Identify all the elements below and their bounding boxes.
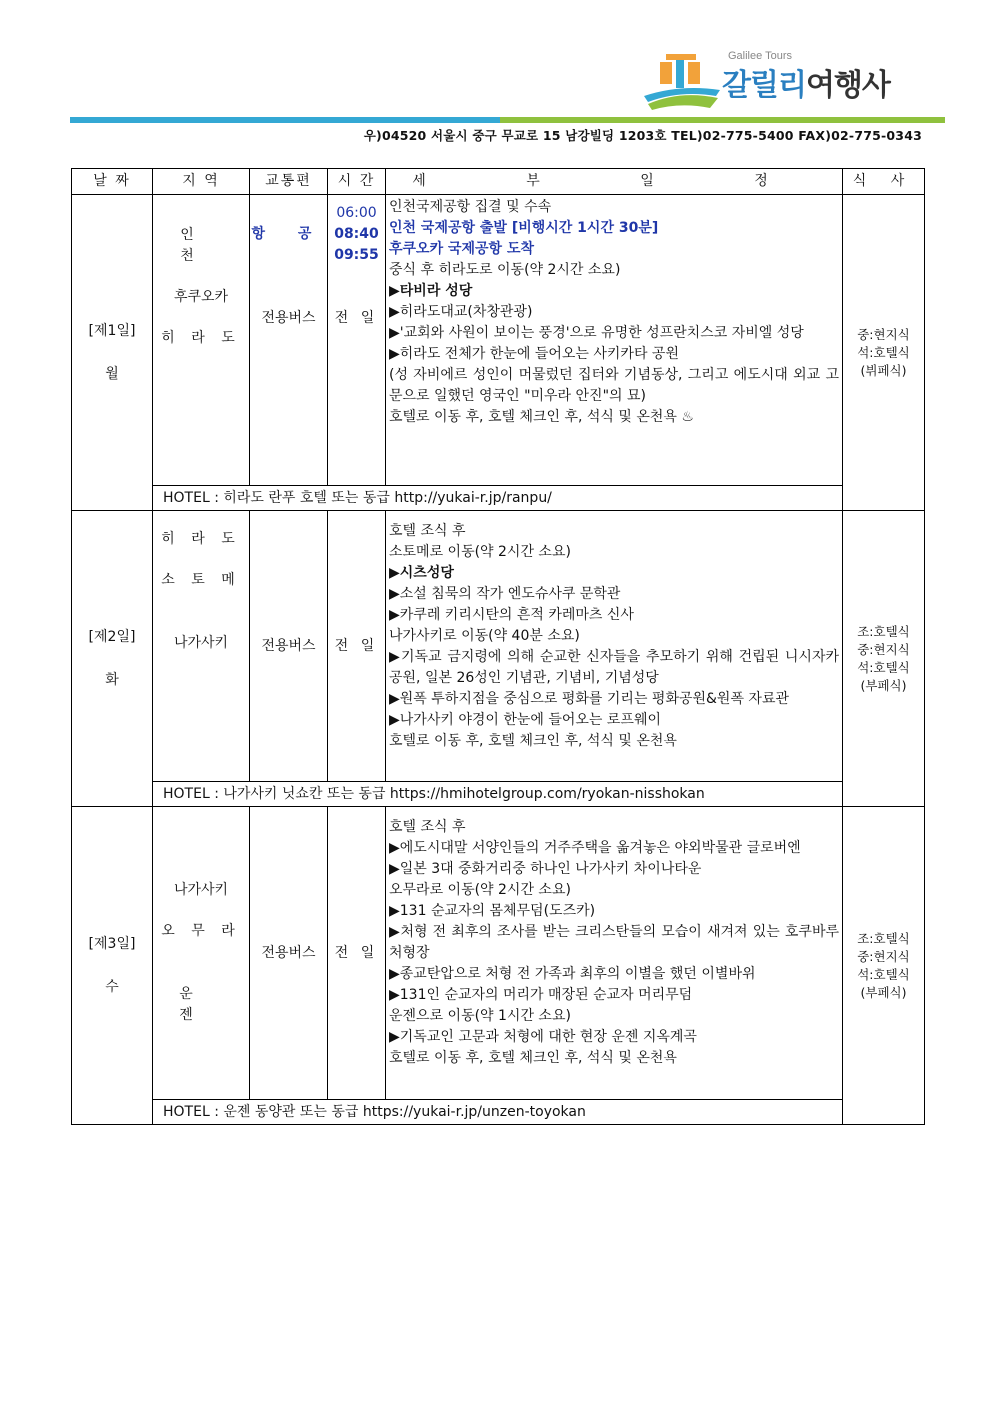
transport-cell (250, 807, 328, 1100)
schedule-line: ▶히라도대교(차창관광) (389, 304, 533, 320)
region-cell (153, 511, 250, 782)
schedule-line: 호텔 조식 후 (389, 819, 466, 835)
region-cell (153, 807, 250, 1100)
schedule-line: ▶에도시대말 서양인들의 거주주택을 옮겨놓은 야외박물관 글로버엔 (389, 840, 801, 856)
day-cell (72, 511, 153, 807)
time-label: 전 일 (334, 637, 379, 654)
region-label: 후쿠오카 (173, 289, 229, 305)
day-cell (72, 195, 153, 511)
transport-label: 전용버스 (261, 944, 316, 961)
hotel-row (72, 486, 925, 511)
region-label: 오 무 라 (161, 923, 241, 939)
transport-label: 항 공 (251, 226, 326, 242)
hotel-row (72, 782, 925, 807)
day-row (72, 195, 925, 486)
detail-cell (386, 807, 843, 1100)
schedule-line: ▶'교회와 사원이 보이는 풍경'으로 유명한 성프란치스코 자비엘 성당 (389, 325, 804, 341)
hotel-info: HOTEL : 히라도 란푸 호텔 또는 동급 http://yukai-r.jp/ranpu/ (153, 486, 843, 511)
time-cell (328, 807, 386, 1100)
schedule-line: 호텔로 이동 후, 호텔 체크인 후, 석식 및 온천욕 (389, 1050, 677, 1066)
meal-label: (뷔페식) (860, 362, 907, 378)
logo-mark-icon (640, 46, 722, 112)
time-label: 06:00 (336, 205, 377, 221)
time-label: 전 일 (334, 310, 379, 326)
day-cell (72, 807, 153, 1125)
header-color-band (70, 117, 945, 123)
detail-cell (386, 195, 843, 486)
region-label: 히 라 도 (161, 531, 241, 547)
schedule-line: 호텔로 이동 후, 호텔 체크인 후, 석식 및 온천욕 ♨ (389, 409, 694, 425)
meal-label: 중:현지식 (857, 641, 910, 657)
schedule-line: 나가사키로 이동(약 40분 소요) (389, 628, 580, 644)
schedule-line: 호텔로 이동 후, 호텔 체크인 후, 석식 및 온천욕 (389, 733, 677, 749)
header-meal: 식 사 (843, 169, 925, 195)
time-cell (328, 511, 386, 782)
meal-label: 조:호텔식 (857, 623, 910, 639)
schedule-line: ▶기독교 금지령에 의해 순교한 신자들을 추모하기 위해 건립된 니시자카 공원, 일본 26성인 기념관, 기념비, 기념성당 (389, 649, 839, 686)
hotel-info: HOTEL : 나가사키 닛쇼칸 또는 동급 https://hmihotelgroup.com/ryokan-nisshokan (153, 782, 843, 807)
hotel-info: HOTEL : 운젠 동양관 또는 동급 https://yukai-r.jp/unzen-toyokan (153, 1100, 843, 1125)
meal-label: 중:현지식 (857, 948, 910, 964)
schedule-line: ▶131 순교자의 몸체무덤(도즈카) (389, 903, 596, 919)
schedule-line: ▶기독교인 고문과 처형에 대한 현장 운젠 지옥계곡 (389, 1029, 697, 1045)
day-label: [제3일] (88, 935, 136, 952)
schedule-line: 오무라로 이동(약 2시간 소요) (389, 882, 571, 898)
company-logo (640, 44, 940, 114)
transport-label: 전용버스 (261, 637, 316, 654)
schedule-line: ▶시츠성당 (389, 565, 454, 581)
schedule-line: ▶원폭 투하지점을 중심으로 평화를 기리는 평화공원&원폭 자료관 (389, 691, 790, 707)
schedule-line: ▶일본 3대 중화거리중 하나인 나가사키 차이나타운 (389, 861, 702, 877)
header-time: 시 간 (328, 169, 386, 195)
meal-label: 석:호텔식 (857, 344, 910, 360)
schedule-line: ▶타비라 성당 (389, 283, 473, 299)
meal-label: 석:호텔식 (857, 659, 910, 675)
brand-subtitle: Galilee Tours (728, 50, 792, 62)
day-row (72, 807, 925, 1100)
schedule-line: ▶히라도 전체가 한눈에 들어오는 사키카타 공원 (389, 346, 679, 362)
company-address: 우)04520 서울시 중구 무교로 15 남강빌딩 1203호 TEL)02-775-5400 FAX)02-775-0343 (363, 128, 922, 143)
schedule-line: 인천 국제공항 출발 [비행시간 1시간 30분] (389, 220, 659, 236)
detail-cell (386, 511, 843, 782)
header-detail: 세 부 일 정 (386, 169, 843, 195)
meal-label: 석:호텔식 (857, 966, 910, 982)
day-label: [제1일] (88, 322, 136, 339)
weekday-label: 수 (105, 978, 119, 995)
time-label: 09:55 (334, 247, 379, 263)
time-label: 전 일 (334, 944, 379, 961)
schedule-line: ▶처형 전 최후의 조사를 받는 크리스탄들의 모습이 새겨져 있는 호쿠바루 처형장 (389, 924, 839, 961)
schedule-line: 운젠으로 이동(약 1시간 소요) (389, 1008, 571, 1024)
region-label: 나가사키 (173, 882, 229, 898)
region-label: 히 라 도 (161, 330, 241, 346)
schedule-line: ▶종교탄압으로 처형 전 가족과 최후의 이별을 했던 이별바위 (389, 966, 756, 982)
schedule-line: ▶카쿠레 키리시탄의 흔적 카레마츠 신사 (389, 607, 634, 623)
meal-label: 조:호텔식 (857, 930, 910, 946)
header-transport: 교통편 (250, 169, 328, 195)
schedule-line: 호텔 조식 후 (389, 523, 466, 539)
transport-label: 전용버스 (261, 310, 316, 326)
meal-cell (843, 511, 925, 807)
schedule-line: 인천국제공항 집결 및 수속 (389, 199, 552, 215)
itinerary-table (71, 168, 925, 1125)
time-cell (328, 195, 386, 486)
schedule-line: ▶소설 침묵의 작가 엔도슈사쿠 문학관 (389, 586, 621, 602)
transport-cell (250, 195, 328, 486)
day-label: [제2일] (88, 628, 136, 645)
meal-label: 중:현지식 (857, 326, 910, 342)
header-date: 날 짜 (72, 169, 153, 195)
schedule-line: (성 자비에르 성인이 머물렀던 집터와 기념동상, 그리고 에도시대 외교 고문으로 일했던 영국인 "미우라 안진"의 묘) (389, 367, 839, 404)
meal-cell (843, 807, 925, 1125)
region-label: 나가사키 (173, 635, 229, 651)
hotel-row (72, 1100, 925, 1125)
schedule-line: 중식 후 히라도로 이동(약 2시간 소요) (389, 262, 621, 278)
region-label: 소 토 메 (161, 572, 241, 588)
brand-name: 갈릴리여행사 (722, 68, 890, 103)
header-region: 지 역 (153, 169, 250, 195)
meal-cell (843, 195, 925, 511)
time-label: 08:40 (334, 226, 379, 242)
meal-label: (부페식) (860, 677, 907, 693)
schedule-line: 소토메로 이동(약 2시간 소요) (389, 544, 571, 560)
schedule-line: ▶131인 순교자의 머리가 매장된 순교자 머리무덤 (389, 987, 693, 1003)
region-label: 인 천 (180, 227, 222, 264)
schedule-line: ▶나가사키 야경이 한눈에 들어오는 로프웨이 (389, 712, 661, 728)
schedule-line: 후쿠오카 국제공항 도착 (389, 241, 534, 257)
weekday-label: 화 (105, 671, 119, 688)
header-row (72, 169, 925, 195)
meal-label: (부페식) (860, 984, 907, 1000)
region-label: 운 젠 (179, 986, 223, 1023)
transport-cell (250, 511, 328, 782)
day-row (72, 511, 925, 782)
weekday-label: 월 (105, 365, 119, 382)
region-cell (153, 195, 250, 486)
